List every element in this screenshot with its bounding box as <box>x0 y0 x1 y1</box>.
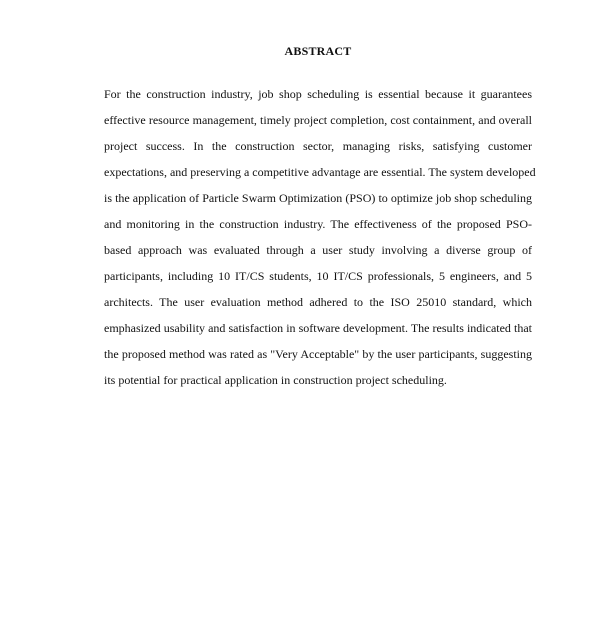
page-title: ABSTRACT <box>284 44 352 58</box>
paragraph-line: For the construction industry, job shop scheduling is essential because it guarantees <box>104 87 532 101</box>
paragraph-line: the proposed method was rated as "Very Acceptable" by the user participants, suggesting <box>104 347 532 361</box>
paragraph-line: architects. The user evaluation method adhered to the ISO 25010 standard, which <box>104 295 532 309</box>
paragraph-line: project success. In the construction sector, managing risks, satisfying customer <box>104 139 532 153</box>
paragraph-line: effective resource management, timely project completion, cost containment, and overall <box>104 113 532 127</box>
abstract-paragraph <box>104 81 536 393</box>
paragraph-line: emphasized usability and satisfaction in software development. The results indicated that <box>104 321 532 335</box>
paragraph-line: based approach was evaluated through a user study involving a diverse group of <box>104 243 532 257</box>
paragraph-line: is the application of Particle Swarm Optimization (PSO) to optimize job shop scheduling <box>104 191 532 205</box>
paragraph-line: participants, including 10 IT/CS students, 10 IT/CS professionals, 5 engineers, and 5 <box>104 269 532 283</box>
paragraph-line: expectations, and preserving a competitive advantage are essential. The system developed <box>104 165 536 179</box>
paragraph-line: its potential for practical application in construction project scheduling. <box>104 373 447 387</box>
paragraph-line: and monitoring in the construction industry. The effectiveness of the proposed PSO- <box>104 217 532 231</box>
